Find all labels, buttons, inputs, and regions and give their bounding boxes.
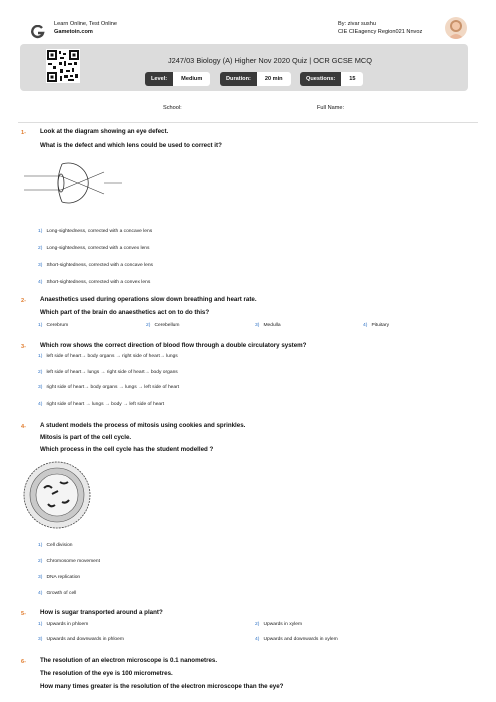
option[interactable] [38,280,150,285]
author-org: CIE CIEagency Region021 Nnvoz [338,29,423,35]
question-text: What is the defect and which lens could be used to correct it? [40,142,222,149]
option-number: 2) [38,370,43,375]
option-number: 1) [38,354,43,359]
option-number: 4) [38,591,43,596]
option-number: 4) [38,402,43,407]
option-text: Long-sightedness, corrected with a convex lens [46,246,150,251]
duration-label: Duration: [220,72,257,86]
option-text: Short-sightedness, corrected with a convex lens [46,280,151,285]
questions-pill [300,72,363,86]
question-text: Mitosis is part of the cell cycle. [40,434,132,441]
option-text: Cerebrum [46,323,69,328]
option-text: Short-sightedness, corrected with a concave lens [46,263,153,268]
site-tagline: Learn Online, Test Online [54,21,118,27]
question-number: 6- [21,659,26,665]
level-label: Level: [145,72,173,86]
option[interactable] [38,622,88,627]
option[interactable] [38,637,124,642]
question-number: 2- [21,298,26,304]
level-value: Medium [173,72,210,86]
option[interactable] [38,575,80,580]
question-text: The resolution of an electron microscope is 0.1 nanometres. [40,657,218,664]
question-number: 1- [21,130,26,136]
divider [18,122,478,123]
avatar [445,17,467,39]
questions-label: Questions: [300,72,341,86]
option-text: Upwards in phloem [46,622,89,627]
option[interactable] [255,637,338,642]
option[interactable] [146,323,179,328]
option[interactable] [363,323,389,328]
option[interactable] [38,385,179,390]
option[interactable] [38,591,76,596]
option-text: Upwards in xylem [263,622,303,627]
option-text: Cerebellum [154,323,180,328]
option-text: Growth of cell [46,591,77,596]
question-text: How many times greater is the resolution of the electron microscope than the eye? [40,683,284,690]
option-text: Upwards and downwards in xylem [263,637,338,642]
question-text: How is sugar transported around a plant? [40,609,163,616]
option-text: left side of heart→ body organs → right side of heart→ lungs [46,354,178,359]
option[interactable] [255,622,302,627]
school-field[interactable]: School: [163,105,182,111]
option[interactable] [38,229,152,234]
option[interactable] [38,370,178,375]
option-text: Long-sightedness, corrected with a concave lens [46,229,153,234]
option[interactable] [255,323,281,328]
option-number: 2) [255,622,260,627]
option[interactable] [38,354,178,359]
questions-value: 15 [341,72,363,86]
option-number: 1) [38,229,43,234]
option-number: 4) [38,280,43,285]
option-text: right side of heart→ body organs → lungs → left side of heart [46,385,180,390]
option-number: 1) [38,543,43,548]
gametoin-logo-icon [31,25,45,39]
quiz-title: J247/03 Biology (A) Higher Nov 2020 Quiz | OCR GCSE MCQ [167,56,372,65]
option[interactable] [38,559,100,564]
logo [31,25,45,39]
fullname-field[interactable]: Full Name: [317,105,345,111]
option-number: 2) [38,246,43,251]
option-number: 4) [255,637,260,642]
option[interactable] [38,263,153,268]
question-text: Look at the diagram showing an eye defect. [40,128,169,135]
question-text: The resolution of the eye is 100 micrometres. [40,670,173,677]
option-number: 4) [363,323,368,328]
site-name[interactable]: Gametoin.com [54,29,93,35]
option[interactable] [38,323,68,328]
option-text: left side of heart→ lungs → right side of heart→ body organs [46,370,178,375]
question-number: 4- [21,424,26,430]
option-number: 1) [38,323,43,328]
option-number: 1) [38,622,43,627]
option-text: Pituitary [371,323,390,328]
cookie-image [22,460,92,530]
author-name: By: zivar sushu [338,21,376,27]
question-text: Which row shows the correct direction of blood flow through a double circulatory system? [40,342,307,349]
question-text: Which part of the brain do anaesthetics act on to do this? [40,309,210,316]
option-number: 3) [38,385,43,390]
option-text: Chromosome movement [46,559,100,564]
option-number: 2) [146,323,151,328]
option-number: 2) [38,559,43,564]
option-text: Upwards and downwards in phloem [46,637,124,642]
question-number: 3- [21,344,26,350]
option[interactable] [38,543,73,548]
option-text: Cell division [46,543,73,548]
qr-code [46,49,80,83]
eye-diagram [24,160,124,206]
duration-pill [220,72,291,86]
option[interactable] [38,402,164,407]
question-text: Which process in the cell cycle has the student modelled ? [40,446,214,453]
option-text: Medulla [263,323,281,328]
option-number: 3) [38,637,43,642]
option-number: 3) [255,323,260,328]
option[interactable] [38,246,149,251]
question-number: 5- [21,611,26,617]
option-number: 3) [38,263,43,268]
option-text: right side of heart → lungs → body → left side of heart [46,402,165,407]
option-text: DNA replication [46,575,81,580]
duration-value: 20 min [257,72,291,86]
question-text: A student models the process of mitosis using cookies and sprinkles. [40,422,246,429]
level-pill [145,72,210,86]
question-text: Anaesthetics used during operations slow down breathing and heart rate. [40,296,257,303]
option-number: 3) [38,575,43,580]
